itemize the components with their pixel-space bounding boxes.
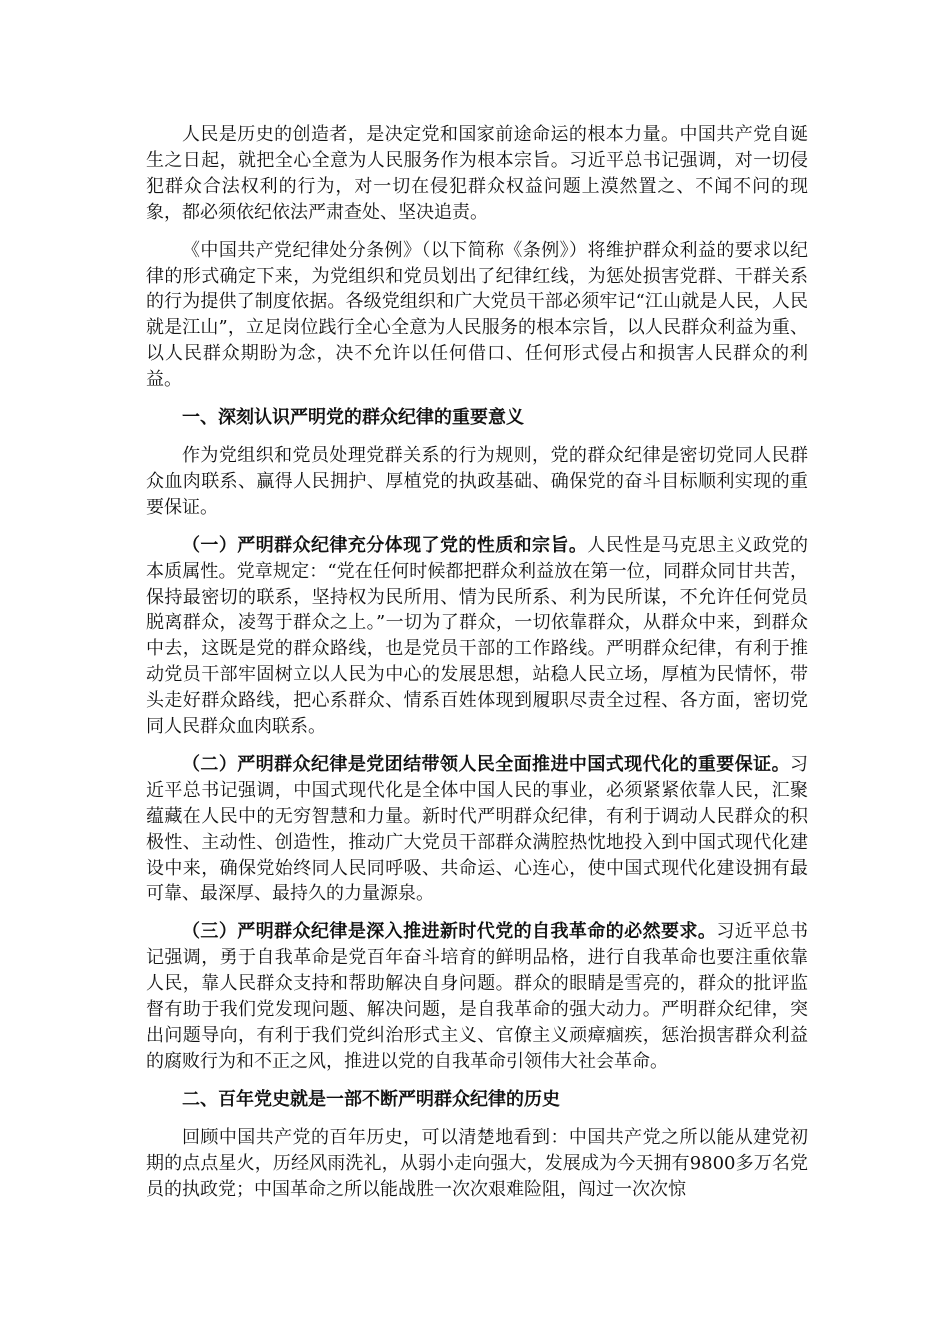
paragraph-intro-2: 《中国共产党纪律处分条例》（以下简称《条例》）将维护群众利益的要求以纪律的形式确定下来，为党组织和党员划出了纪律红线，为惩处损害党群、干群关系的行为提供了制度依据。各级党组织和广大党员干部必须牢记“江山就是人民，人民就是江山”，立足岗位践行全心全意为人民服务的根本宗旨，以人民群众利益为重、以人民群众期盼为念，决不允许以任何借口、任何形式侵占和损害人民群众的利益。 xyxy=(146,239,808,391)
point-1-lead: （一）严明群众纪律充分体现了党的性质和宗旨。 xyxy=(182,534,588,556)
paragraph-section-2-intro: 回顾中国共产党的百年历史，可以清楚地看到：中国共产党之所以能从建党初期的点点星火，历经风雨洗礼，从弱小走向强大，发展成为今天拥有9800多万名党员的执政党；中国革命之所以能战胜一次次艰难险阻，闯过一次次惊 xyxy=(146,1126,808,1200)
paragraph-point-1 xyxy=(146,533,808,740)
point-3-text: 习近平总书记强调，勇于自我革命是党百年奋斗培育的鲜明品格，进行自我革命也要注重依靠人民，靠人民群众支持和帮助解决自身问题。群众的眼睛是雪亮的，群众的批评监督有助于我们党发现问题、解决问题，是自我革命的强大动力。严明群众纪律，突出问题导向，有利于我们党纠治形式主义、官僚主义顽瘴痼疾，惩治损害群众利益的腐败行为和不正之风，推进以党的自我革命引领伟大社会革命。 xyxy=(146,921,809,1072)
section-heading-1: 一、深刻认识严明党的群众纪律的重要意义 xyxy=(182,407,524,429)
point-2-text: 习近平总书记强调，中国式现代化是全体中国人民的事业，必须紧紧依靠人民，汇聚蕴藏在人民中的无穷智慧和力量。新时代严明群众纪律，有利于调动人民群众的积极性、主动性、创造性，推动广大党员干部群众满腔热忱地投入到中国式现代化建设中来，确保党始终同人民同呼吸、共命运、心连心，使中国式现代化建设拥有最可靠、最深厚、最持久的力量源泉。 xyxy=(146,753,808,905)
point-1-text: 人民性是马克思主义政党的本质属性。党章规定：“党在任何时候都把群众利益放在第一位，同群众同甘共苦，保持最密切的联系，坚持权为民所用、情为民所系、利为民所谋，不允许任何党员脱离群众，凌驾于群众之上。”一切为了群众，一切依靠群众，从群众中来，到群众中去，这既是党的群众路线，也是党员干部的工作路线。严明群众纪律，有利于推动党员干部牢固树立以人民为中心的发展思想，站稳人民立场，厚植为民情怀，带头走好群众路线，把心系群众、情系百姓体现到履职尽责全过程、各方面，密切党同人民群众血肉联系。 xyxy=(146,534,809,738)
section-heading-2: 二、百年党史就是一部不断严明群众纪律的历史 xyxy=(182,1088,560,1110)
paragraph-intro-1: 人民是历史的创造者，是决定党和国家前途命运的根本力量。中国共产党自诞生之日起，就把全心全意为人民服务作为根本宗旨。习近平总书记强调，对一切侵犯群众合法权利的行为，对一切在侵犯群众权益问题上漠然置之、不闻不问的现象，都必须依纪依法严肃查处、坚决追责。 xyxy=(146,124,808,223)
point-2-lead: （二）严明群众纪律是党团结带领人民全面推进中国式现代化的重要保证。 xyxy=(182,753,790,775)
paragraph-point-2 xyxy=(146,752,808,907)
paragraph-section-1-intro: 作为党组织和党员处理党群关系的行为规则，党的群众纪律是密切党同人民群众血肉联系、赢得人民拥护、厚植党的执政基础、确保党的奋斗目标顺利实现的重要保证。 xyxy=(146,444,808,518)
point-3-lead: （三）严明群众纪律是深入推进新时代党的自我革命的必然要求。 xyxy=(182,921,717,943)
document-page xyxy=(146,122,808,1214)
paragraph-point-3 xyxy=(146,919,808,1074)
